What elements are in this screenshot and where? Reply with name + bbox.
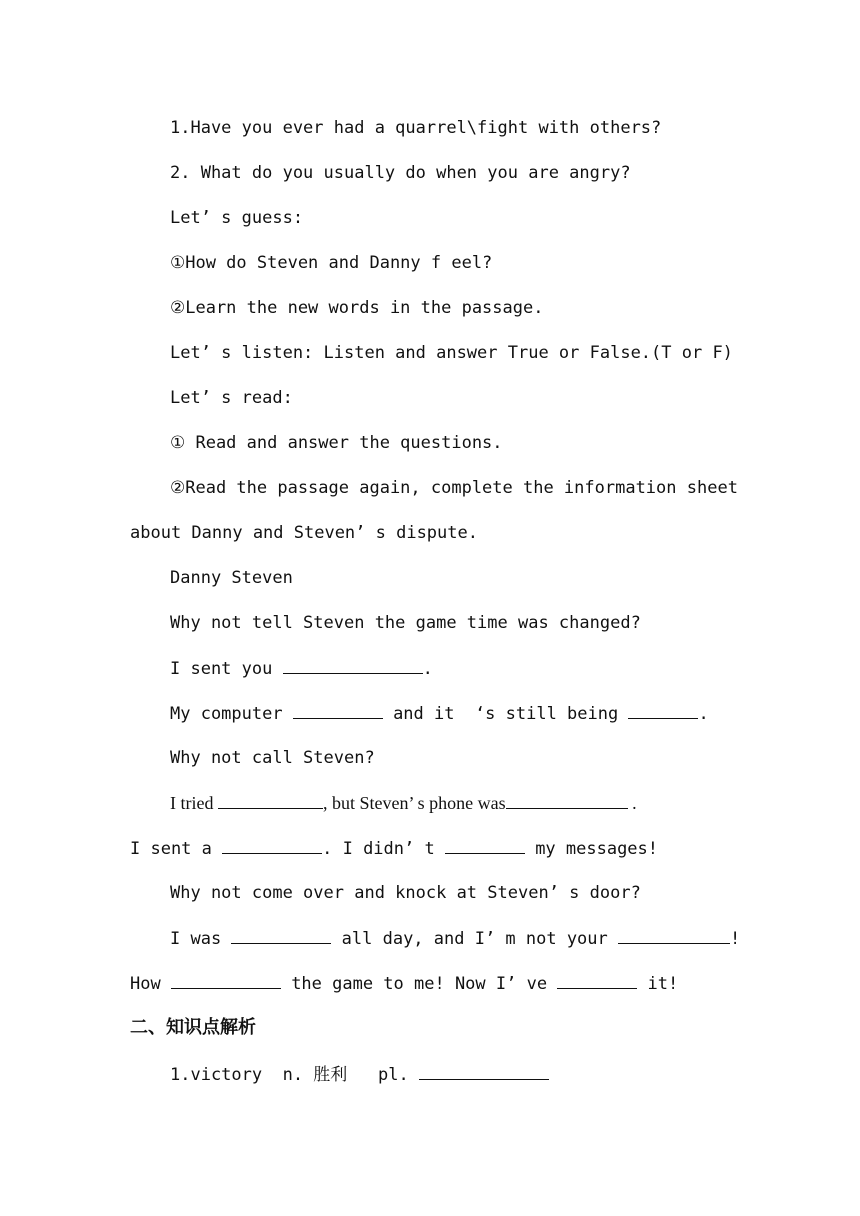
vocab-item-1: 1.victory n. 胜利 pl.: [0, 1063, 860, 1086]
blank[interactable]: [222, 837, 322, 854]
blank[interactable]: [171, 972, 281, 989]
blank[interactable]: [618, 927, 730, 944]
question-2: 2. What do you usually do when you are angry?: [170, 163, 631, 183]
lets-guess-label: Let’ s guess:: [170, 208, 304, 228]
lets-read-label: Let’ s read:: [170, 388, 293, 408]
fill-line-how: How the game to me! Now I’ ve it!: [130, 974, 679, 994]
guess-item-1: ①How do Steven and Danny f eel?: [170, 253, 493, 273]
fill-line-computer: My computer and it ‘s still being .: [170, 704, 709, 724]
blank[interactable]: [445, 837, 525, 854]
blank[interactable]: [218, 792, 323, 809]
sheet-question-3: Why not come over and knock at Steven’ s door?: [170, 883, 641, 903]
read-item-1: ① Read and answer the questions.: [170, 433, 503, 453]
fill-line-sent-you: I sent you .: [170, 659, 433, 679]
blank[interactable]: [283, 657, 423, 674]
fill-line-tried: I tried , but Steven’ s phone was .: [170, 793, 637, 813]
blank[interactable]: [293, 702, 383, 719]
blank[interactable]: [419, 1063, 549, 1080]
question-1: 1.Have you ever had a quarrel\fight with others?: [170, 118, 662, 138]
sheet-question-2: Why not call Steven?: [170, 748, 375, 768]
guess-item-2: ②Learn the new words in the passage.: [170, 298, 544, 318]
blank[interactable]: [628, 702, 698, 719]
blank[interactable]: [506, 792, 628, 809]
read-item-2-continued: about Danny and Steven’ s dispute.: [130, 523, 478, 543]
sheet-question-1: Why not tell Steven the game time was changed?: [170, 613, 641, 633]
read-item-2: ②Read the passage again, complete the information sheet: [170, 478, 738, 498]
sheet-column-names: Danny Steven: [170, 568, 293, 588]
section-heading: 二、知识点解析: [130, 1017, 256, 1038]
lets-listen-line: Let’ s listen: Listen and answer True or False.(T or F): [170, 343, 733, 363]
fill-line-sent-a: I sent a . I didn’ t my messages!: [130, 839, 659, 859]
blank[interactable]: [231, 927, 331, 944]
fill-line-i-was: I was all day, and I’ m not your !: [170, 929, 741, 949]
blank[interactable]: [557, 972, 637, 989]
